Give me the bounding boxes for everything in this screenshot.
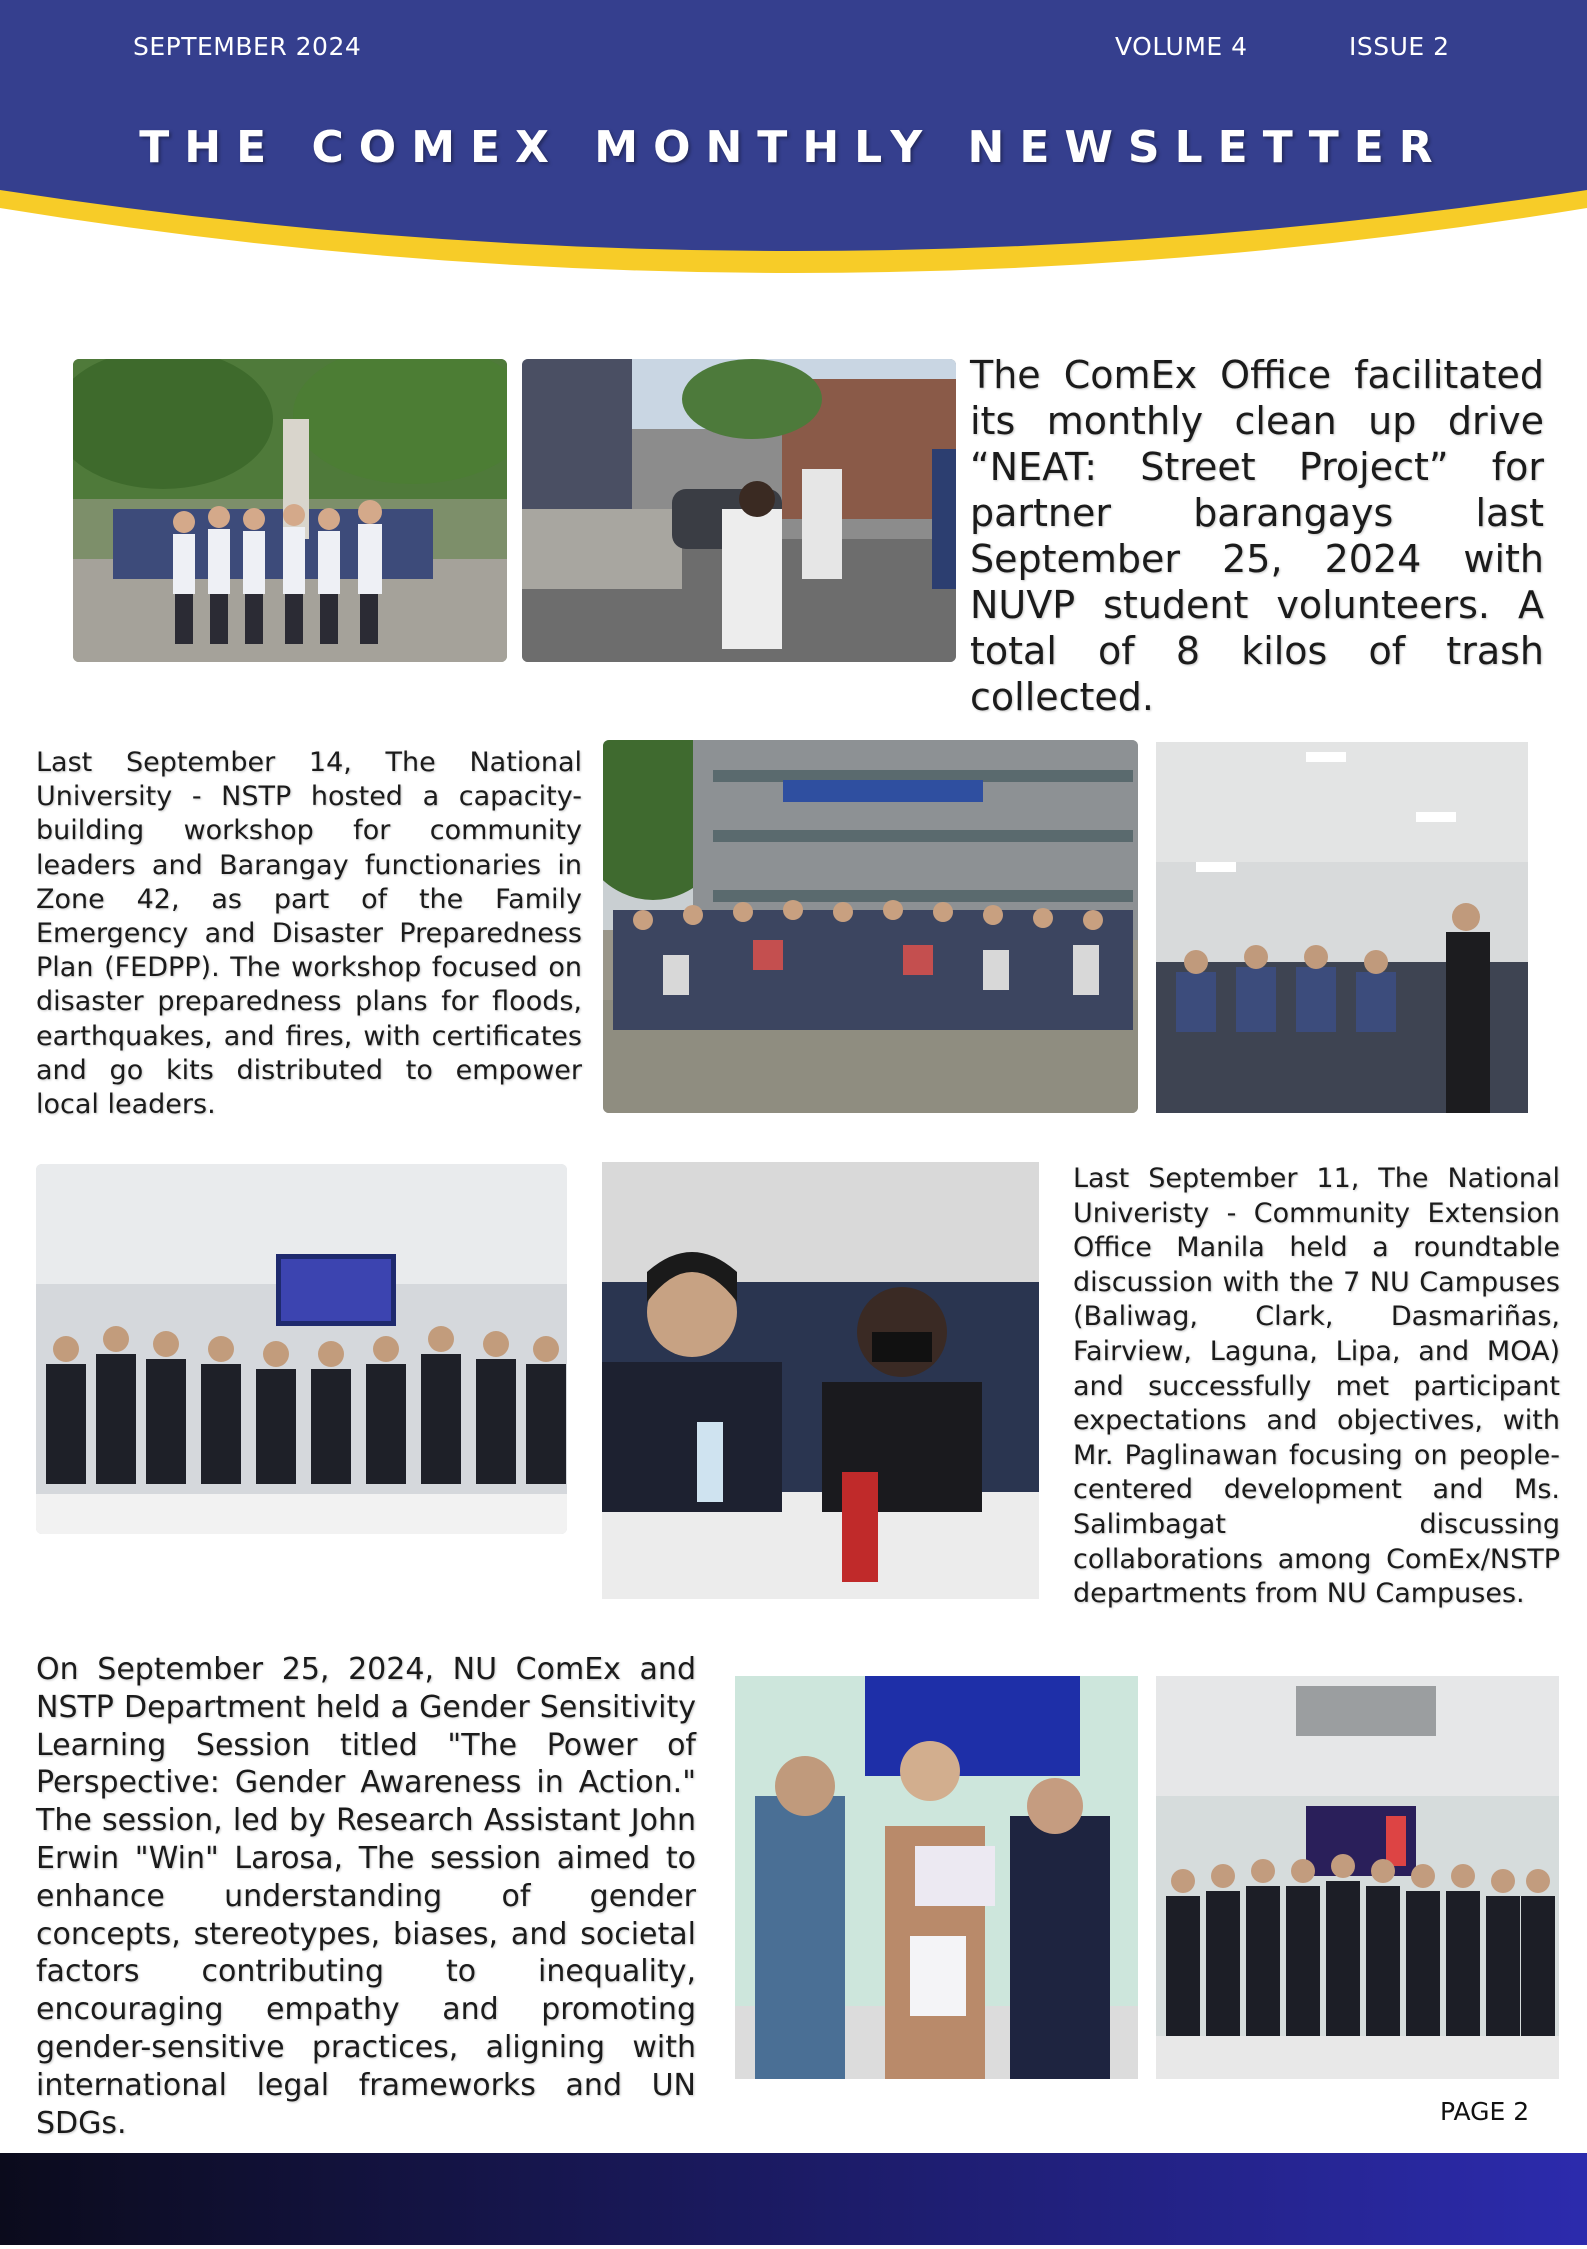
article-fedpp-workshop: Last September 14, The National University - NSTP hosted a capacity-building workshop for community leaders and Barangay functionaries in Zone 42, as part of the Family Emergency and Disaster Preparedness Plan (FEDPP). The workshop focused on disaster preparedness plans for floods, earthquakes, and fires, with certificates and go kits distributed to empower local leaders. [36, 747, 582, 1121]
article-roundtable-discussion: Last September 11, The National Univeristy - Community Extension Office Manila held a roundtable discussion with the 7 NU Campuses (Baliwag, Clark, Dasmariñas, Fairview, Laguna, Lipa, and MOA) and successfully met participant expectations and objectives, with Mr. Paglinawan focusing on people-centered development and Ms. Salimbagat discussing collaborations among ComEx/NSTP departments from NU Campuses. [1073, 1163, 1560, 1610]
footer-bar [0, 2153, 1587, 2245]
page-number: PAGE 2 [1440, 2097, 1530, 2126]
issue-number: ISSUE 2 [1349, 32, 1450, 61]
cleanup-street-photo [522, 359, 956, 662]
fedpp-group-photo [603, 740, 1138, 1113]
gender-session-group-photo [1156, 1676, 1559, 2079]
newsletter-title: THE COMEX MONTHLY NEWSLETTER [139, 122, 1448, 173]
volume-number: VOLUME 4 [1115, 32, 1248, 61]
roundtable-participants-photo [602, 1162, 1039, 1599]
footer-gradient [0, 2153, 1587, 2245]
issue-date: SEPTEMBER 2024 [133, 32, 362, 61]
article-cleanup-drive: The ComEx Office facilitated its monthly clean up drive “NEAT: Street Project” for partner barangays last September 25, 2024 with NUVP student volunteers. A total of 8 kilos of trash collected. [970, 353, 1544, 719]
newsletter-header [0, 0, 1587, 300]
fedpp-classroom-photo [1156, 742, 1528, 1113]
cleanup-group-photo [73, 359, 507, 662]
roundtable-group-photo [36, 1164, 567, 1534]
gender-session-certificate-photo [735, 1676, 1138, 2079]
article-gender-sensitivity: On September 25, 2024, NU ComEx and NSTP Department held a Gender Sensitivity Learning Session titled "The Power of Perspective: Gender Awareness in Action." The session, led by Research Assistant John Erwin "Win" Larosa, The session aimed to enhance understanding of gender concepts, stereotypes, biases, and societal factors contributing to inequality, encouraging empathy and promoting gender-sensitive practices, aligning with international legal frameworks and UN SDGs. [36, 1652, 696, 2141]
